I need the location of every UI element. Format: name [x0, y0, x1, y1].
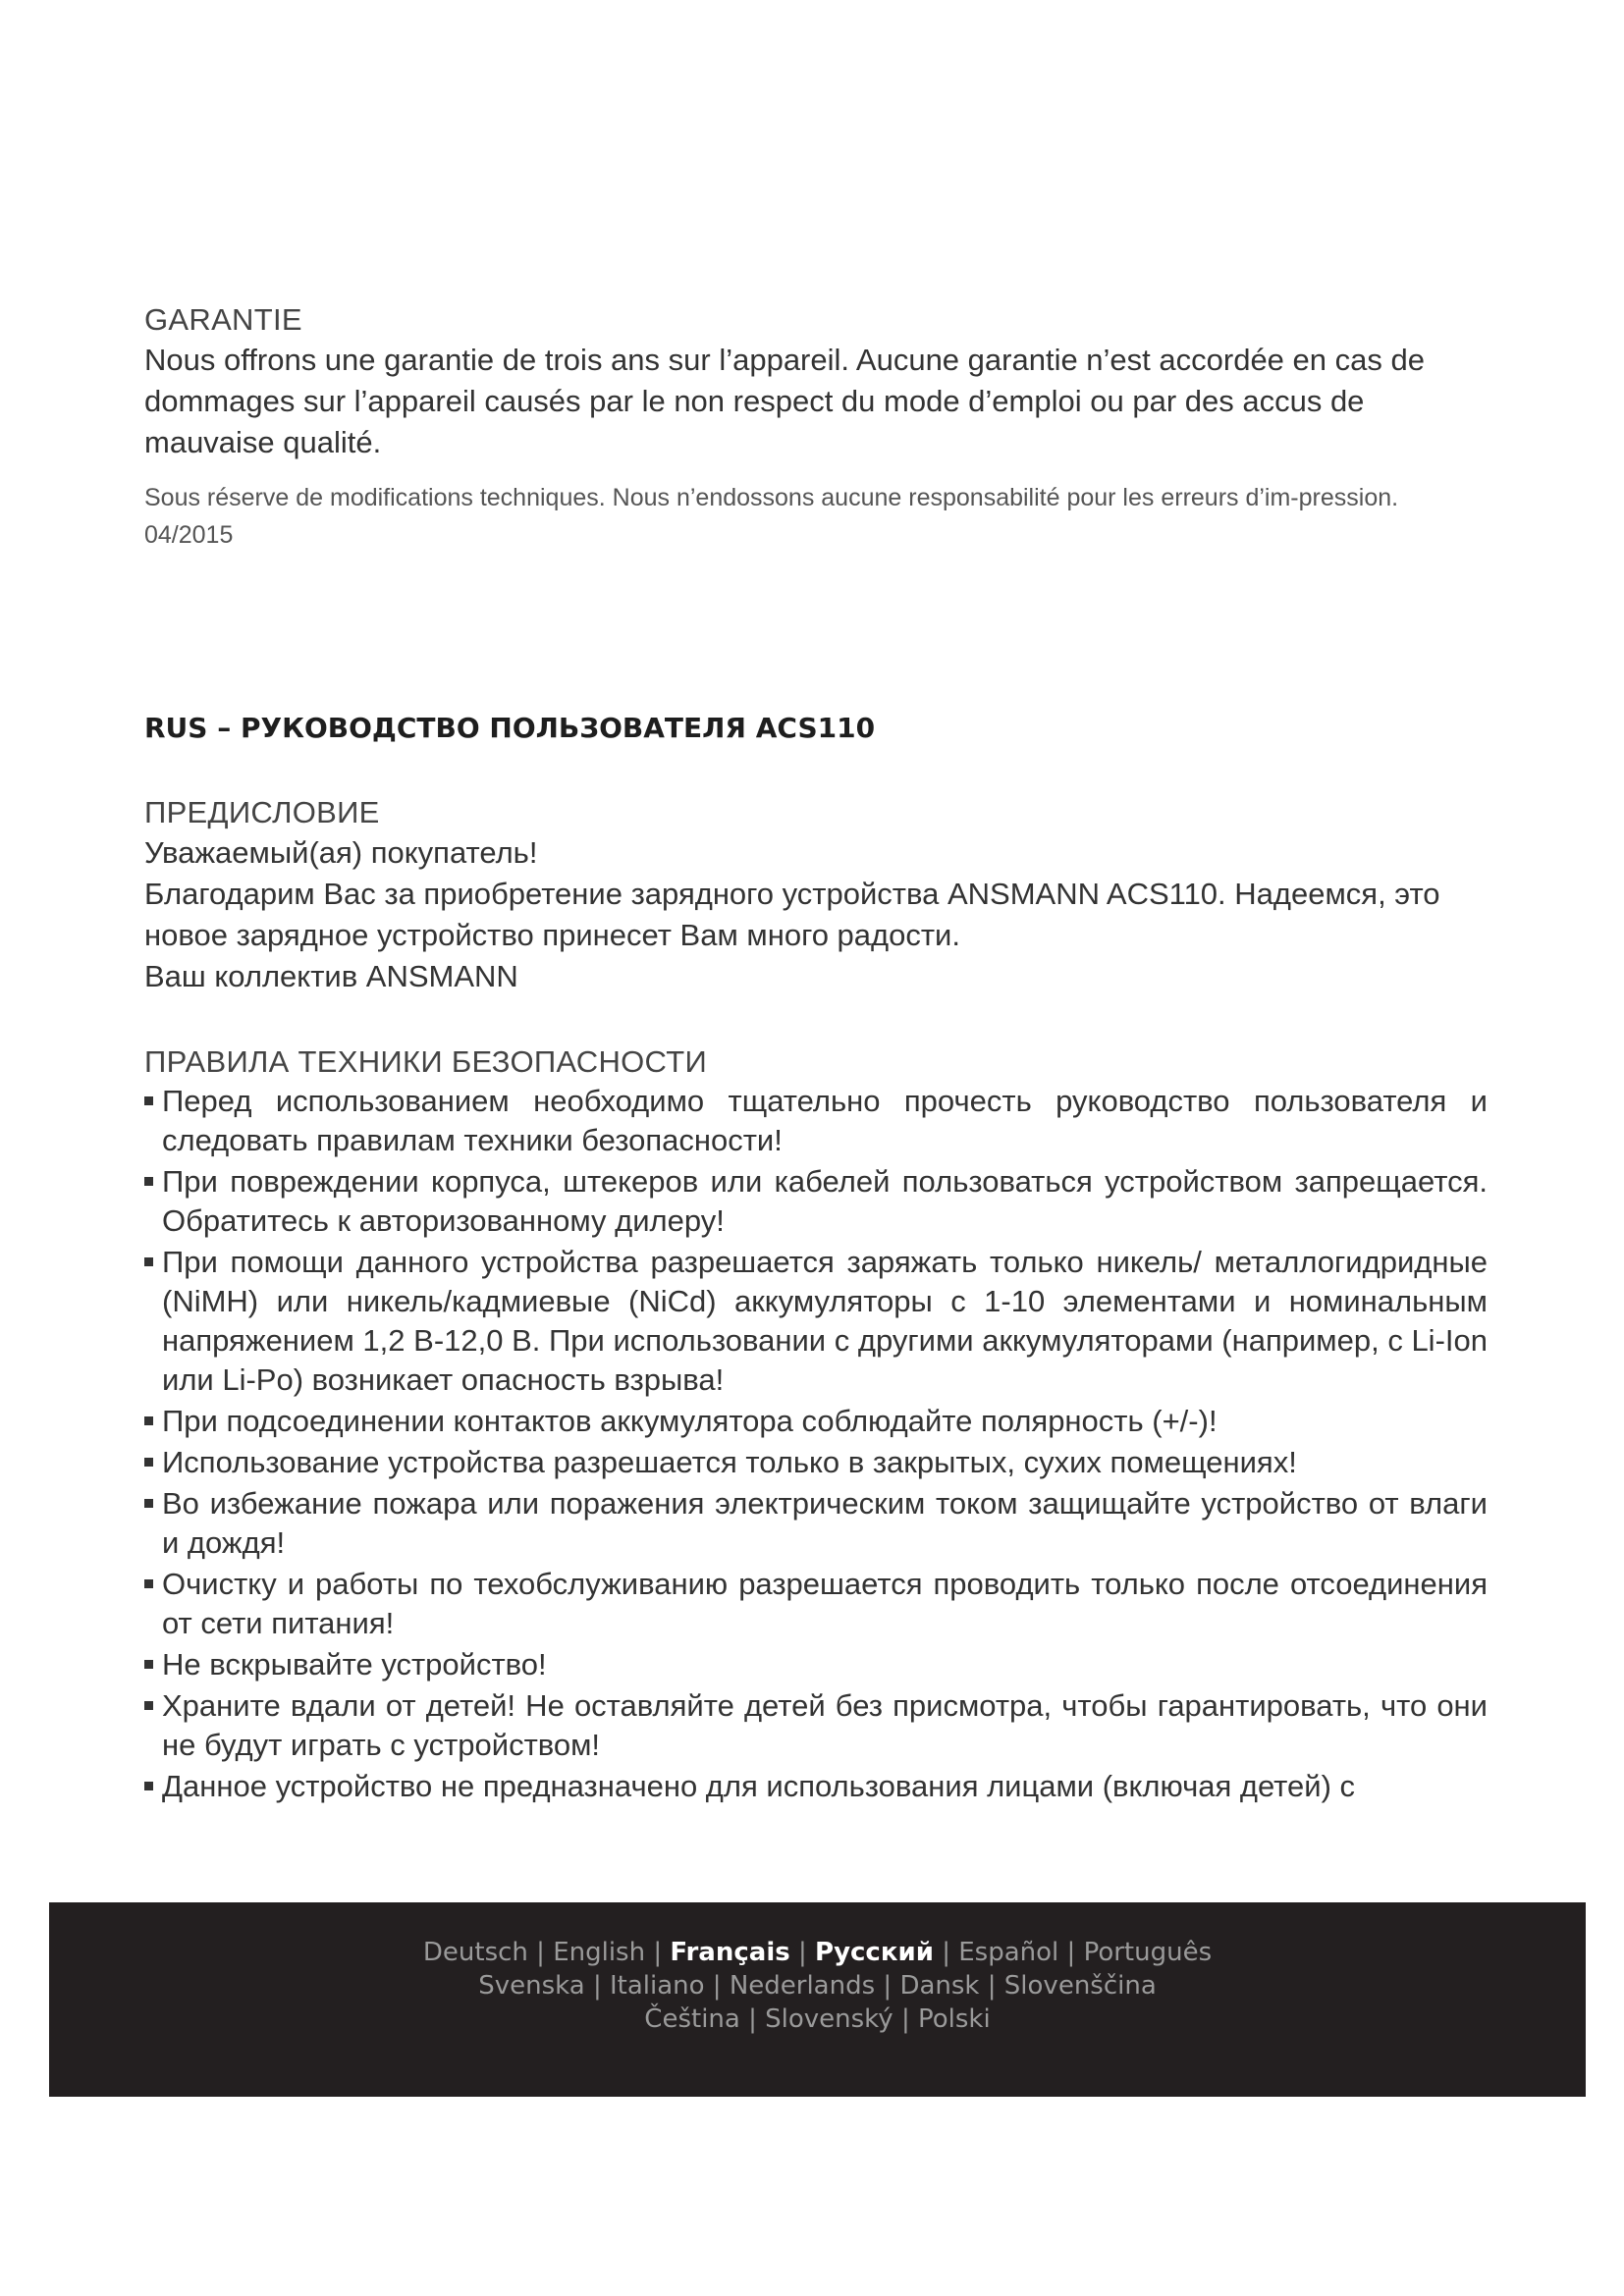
foreword-section — [144, 793, 1488, 997]
safety-rule: Очистку и работы по техобслуживанию разрешается проводить только после отсоединения от сети питания! — [144, 1565, 1488, 1643]
safety-heading: ПРАВИЛА ТЕХНИКИ БЕЗОПАСНОСТИ — [144, 1044, 708, 1079]
foreword-heading: ПРЕДИСЛОВИЕ — [144, 795, 380, 829]
lang-deutsch[interactable]: Deutsch — [422, 1938, 528, 1967]
safety-section — [144, 1042, 1488, 1806]
safety-rule: Во избежание пожара или поражения электрическим током защищайте устройство от влаги и дождя! — [144, 1484, 1488, 1563]
language-footer — [49, 1902, 1586, 2097]
safety-rule: Храните вдали от детей! Не оставляйте детей без присмотра, чтобы гарантировать, что они не будут играть с устройством! — [144, 1686, 1488, 1765]
warranty-heading: GARANTIE — [144, 302, 302, 337]
lang-francais[interactable]: Français — [670, 1938, 790, 1967]
lang-polski[interactable]: Polski — [917, 2004, 991, 2034]
greeting: Уважаемый(ая) покупатель! — [144, 835, 538, 870]
bullet-icon — [144, 1782, 153, 1790]
lang-svenska[interactable]: Svenska — [478, 1971, 585, 2001]
bullet-icon — [144, 1701, 153, 1710]
bullet-icon — [144, 1416, 153, 1425]
language-line-1: Deutsch | English | Français | Русский | Español | Português — [422, 1938, 1213, 1967]
lang-nederlands[interactable]: Nederlands — [729, 1971, 876, 2001]
bullet-icon — [144, 1096, 153, 1105]
safety-rule: Перед использованием необходимо тщательно прочесть руководство пользователя и следовать правилам техники безопасности! — [144, 1082, 1488, 1160]
warranty-text: Nous offrons une garantie de trois ans sur l’appareil. Aucune garantie n’est accordée en cas de dommages sur l’appareil causés par le non respect du mode d’emploi ou par des accus de mauvaise qualité. — [144, 343, 1425, 459]
safety-rule: При повреждении корпуса, штекеров или кабелей пользоваться устройством запрещается. Обратитесь к авторизованному дилеру! — [144, 1162, 1488, 1241]
safety-rule: При подсоединении контактов аккумулятора соблюдайте полярность (+/-)! — [144, 1402, 1488, 1441]
safety-rules-list — [144, 1082, 1488, 1806]
lang-portugues[interactable]: Português — [1083, 1938, 1213, 1967]
lang-russian[interactable]: Русский — [815, 1938, 934, 1967]
lang-cestina[interactable]: Čeština — [644, 2004, 740, 2034]
signature: Ваш коллектив ANSMANN — [144, 959, 518, 993]
bullet-icon — [144, 1660, 153, 1669]
lang-slovenscina[interactable]: Slovenščina — [1003, 1971, 1157, 2001]
bullet-icon — [144, 1257, 153, 1266]
bullet-icon — [144, 1579, 153, 1588]
safety-rule: При помощи данного устройства разрешается заряжать только никель/ металлогидридные (NiMH) или никель/кадмиевые (NiCd) аккумуляторы с 1-10 элементами и номинальным напряжением 1,2 В-12,0 В. При использовании с другими аккумуляторами (например, с Li-Ion или Li-Po) возникает опасность взрыва! — [144, 1243, 1488, 1400]
lang-espanol[interactable]: Español — [958, 1938, 1059, 1967]
safety-rule: Не вскрывайте устройство! — [144, 1645, 1488, 1684]
lang-italiano[interactable]: Italiano — [609, 1971, 705, 2001]
russian-manual-title: RUS – РУКОВОДСТВО ПОЛЬЗОВАТЕЛЯ ACS110 — [144, 712, 876, 744]
bullet-icon — [144, 1499, 153, 1508]
page-content — [144, 300, 1488, 1808]
lang-english[interactable]: English — [553, 1938, 646, 1967]
language-line-2: Svenska | Italiano | Nederlands | Dansk | Slovenščina — [478, 1971, 1157, 2001]
safety-rule: Использование устройства разрешается только в закрытых, сухих помещениях! — [144, 1443, 1488, 1482]
safety-rule: Данное устройство не предназначено для использования лицами (включая детей) с — [144, 1767, 1488, 1806]
thanks-text: Благодарим Вас за приобретение зарядного устройства ANSMANN ACS110. Надеемся, это новое зарядное устройство принесет Вам много радости. — [144, 877, 1440, 952]
bullet-icon — [144, 1458, 153, 1467]
lang-slovensky[interactable]: Slovenský — [765, 2004, 893, 2034]
language-line-3: Čeština | Slovenský | Polski — [644, 2004, 991, 2034]
bullet-icon — [144, 1177, 153, 1186]
print-note: Sous réserve de modifications techniques. Nous n’endossons aucune responsabilité pour les erreurs d’im-pression. 04/2015 — [144, 484, 1399, 549]
lang-dansk[interactable]: Dansk — [899, 1971, 980, 2001]
